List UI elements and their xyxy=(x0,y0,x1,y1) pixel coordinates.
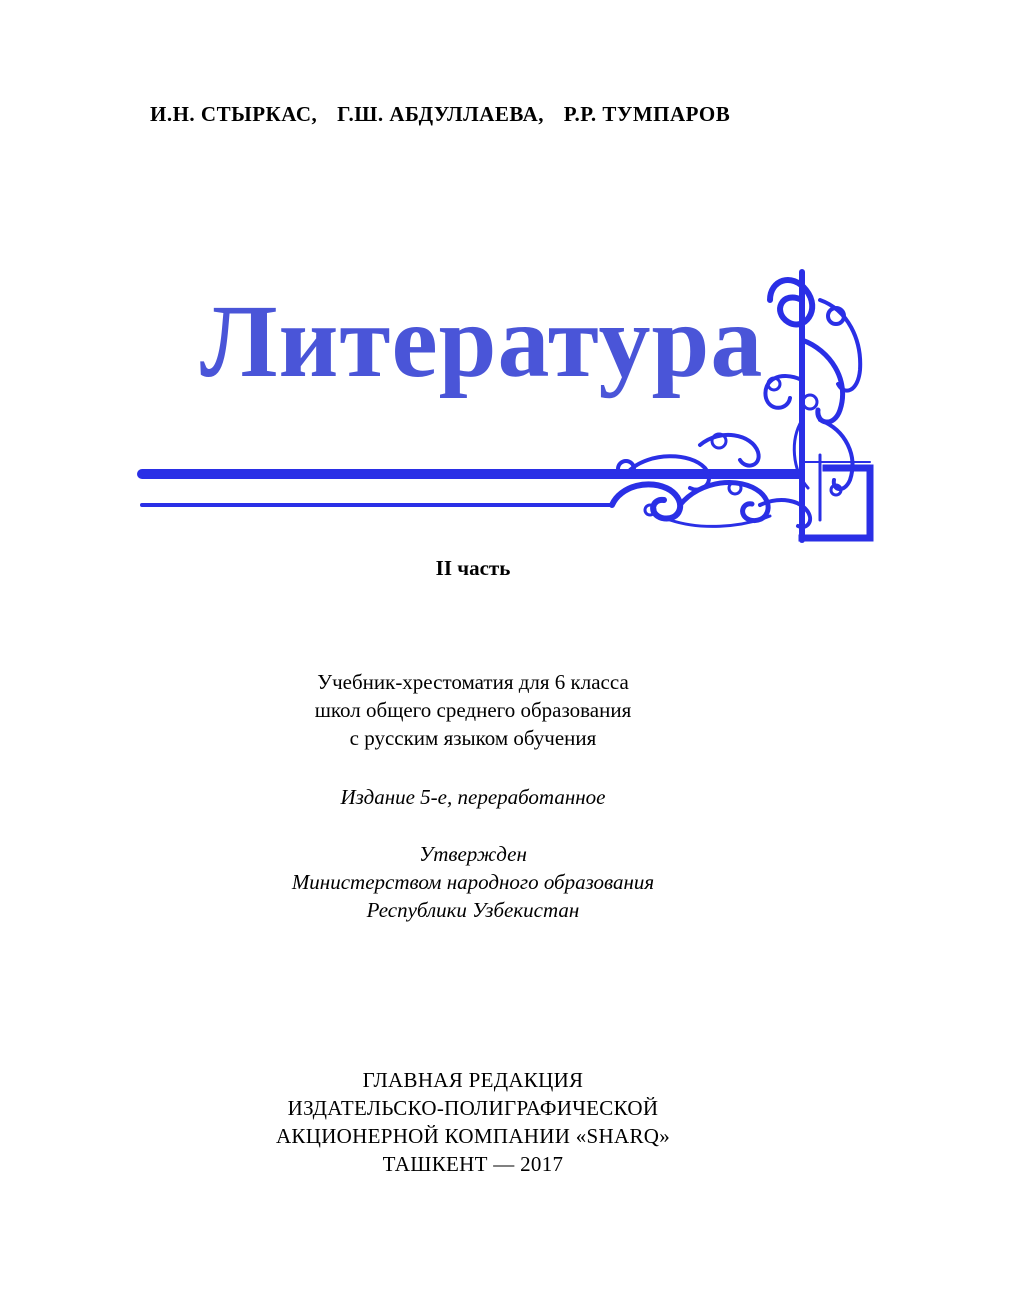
publisher-line: АКЦИОНЕРНОЙ КОМПАНИИ «SHARQ» xyxy=(275,1124,671,1148)
publisher-line: ГЛАВНАЯ РЕДАКЦИЯ xyxy=(362,1068,584,1092)
publisher-city-year: ТАШКЕНТ — 2017 xyxy=(382,1152,564,1176)
author-2: Г.Ш. АБДУЛЛАЕВА, xyxy=(337,102,545,126)
approval-line: Республики Узбекистан xyxy=(366,898,580,922)
author-1: И.Н. СТЫРКАС, xyxy=(150,102,318,126)
description-line: школ общего среднего образования xyxy=(314,698,632,722)
description-line: с русским языком обучения xyxy=(349,726,597,750)
ornament-corner-bracket xyxy=(802,468,870,538)
book-description xyxy=(0,668,946,752)
publisher-block xyxy=(0,1066,946,1178)
publisher-line: ИЗДАТЕЛЬСКО-ПОЛИГРАФИЧЕСКОЙ xyxy=(287,1096,659,1120)
edition-note: Издание 5-е, переработанное xyxy=(340,785,606,809)
author-3: Р.Р. ТУМПАРОВ xyxy=(563,102,731,126)
book-title: Литература xyxy=(200,284,764,399)
approval-note xyxy=(0,840,946,924)
ornament-scroll-3 xyxy=(770,280,812,325)
approval-line: Утвержден xyxy=(419,842,527,866)
description-line: Учебник-хрестоматия для 6 класса xyxy=(317,670,629,694)
approval-line: Министерством народного образования xyxy=(291,870,655,894)
part-label: II часть xyxy=(435,556,511,580)
